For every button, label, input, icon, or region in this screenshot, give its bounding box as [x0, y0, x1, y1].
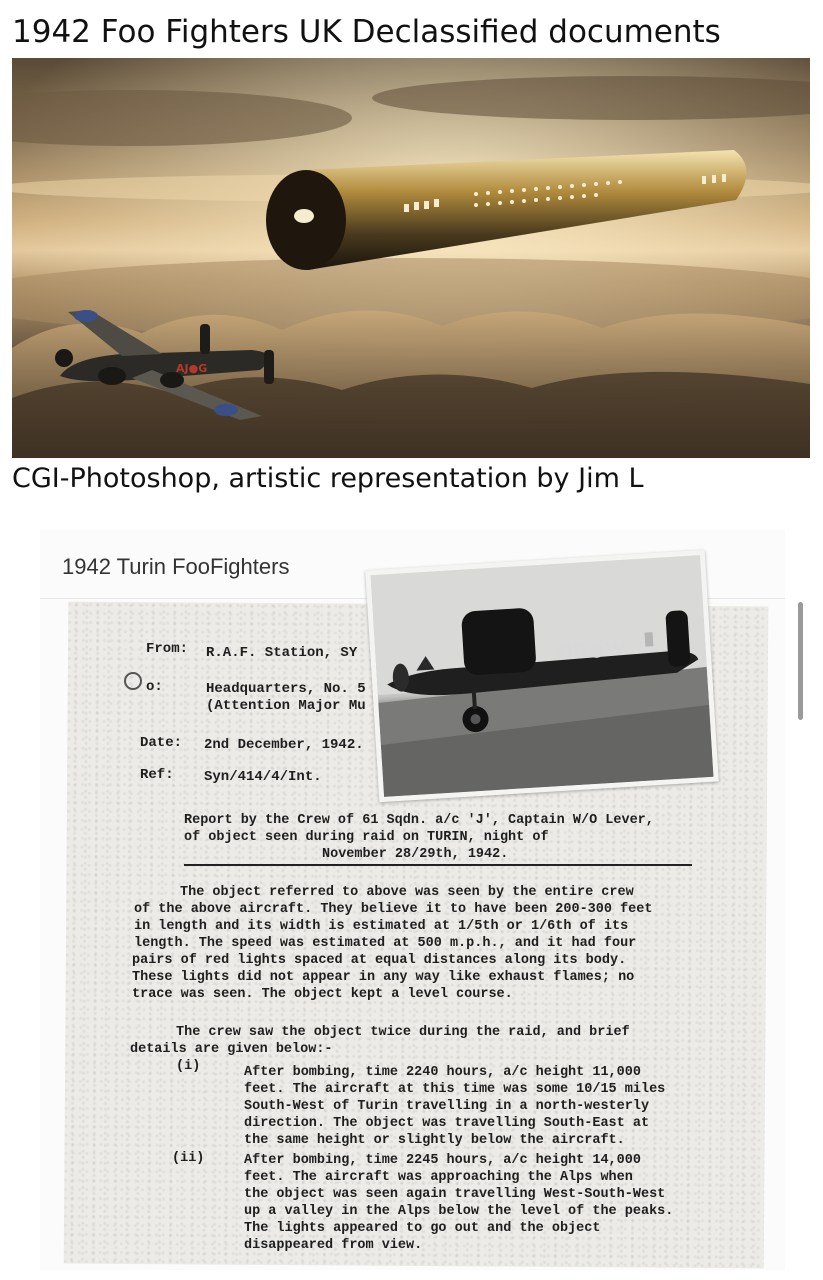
- report-title-line-2: of object seen during raid on TURIN, night of: [184, 830, 549, 845]
- viewer-title: 1942 Turin FooFighters: [62, 554, 290, 579]
- lancaster-photo-image: [371, 555, 714, 797]
- para1-line: trace was seen. The object kept a level course.: [132, 987, 513, 1002]
- para2-line: details are given below:-: [130, 1042, 333, 1057]
- para1-line: The object referred to above was seen by the entire crew: [180, 885, 634, 900]
- item1-marker: (i): [176, 1059, 201, 1074]
- artwork-scene: [12, 58, 810, 458]
- item2-line: up a valley in the Alps below the level of the peaks.: [244, 1204, 674, 1219]
- date-value: 2nd December, 1942.: [204, 737, 364, 753]
- lancaster-photo: [365, 550, 719, 802]
- item1-line: direction. The object was travelling South-East at: [244, 1116, 650, 1131]
- photo-squadron-code: OR●W: [556, 637, 627, 663]
- item2-line: The lights appeared to go out and the object: [244, 1221, 601, 1236]
- to-label: o:: [146, 679, 163, 695]
- para1-line: length. The speed was estimated at 500 m.p.h., and it had four: [134, 936, 637, 951]
- item1-line: feet. The aircraft at this time was some 10/15 miles: [244, 1082, 666, 1097]
- item2-line: feet. The aircraft was approaching the Alps when: [244, 1170, 633, 1185]
- item2-line: After bombing, time 2245 hours, a/c height 14,000: [244, 1153, 641, 1168]
- para2-line: The crew saw the object twice during the raid, and brief: [176, 1025, 630, 1040]
- para1-line: pairs of red lights spaced at equal distances along its body.: [132, 953, 627, 968]
- item1-line: the same height or slightly below the aircraft.: [244, 1133, 625, 1148]
- meme-caption: CGI-Photoshop, artistic representation by Jim L: [12, 463, 644, 494]
- para1-line: of the above aircraft. They believe it to have been 200-300 feet: [134, 902, 653, 917]
- to-value-line-1: Headquarters, No. 5: [206, 681, 366, 697]
- meme-heading: 1942 Foo Fighters UK Declassified documents: [12, 14, 721, 50]
- item1-line: After bombing, time 2240 hours, a/c height 11,000: [244, 1065, 641, 1080]
- report-title-line-3: November 28/29th, 1942.: [322, 847, 509, 862]
- title-underline: [184, 864, 692, 866]
- from-value: R.A.F. Station, SY: [206, 645, 358, 661]
- item2-line: disappeared from view.: [244, 1238, 423, 1253]
- para1-line: These lights did not appear in any way like exhaust flames; no: [132, 970, 635, 985]
- para1-line: in length and its width is estimated at 1/5th or 1/6th of its: [134, 919, 629, 934]
- report-title-line-1: Report by the Crew of 61 Sqdn. a/c 'J', Captain W/O Lever,: [184, 813, 654, 828]
- punch-hole: [124, 672, 142, 690]
- scrollbar[interactable]: [798, 602, 803, 720]
- item2-line: the object was seen again travelling West-South-West: [244, 1187, 666, 1202]
- to-value-line-2: (Attention Major Mu: [206, 698, 366, 714]
- cgi-artwork: [12, 58, 810, 458]
- ref-value: Syn/414/4/Int.: [204, 769, 322, 785]
- ref-label: Ref:: [140, 767, 174, 783]
- bomber-code-text: AJ●G: [176, 362, 208, 375]
- date-label: Date:: [140, 735, 183, 751]
- from-label: From:: [146, 641, 189, 657]
- item1-line: South-West of Turin travelling in a north-westerly: [244, 1099, 650, 1114]
- item2-marker: (ii): [172, 1151, 205, 1166]
